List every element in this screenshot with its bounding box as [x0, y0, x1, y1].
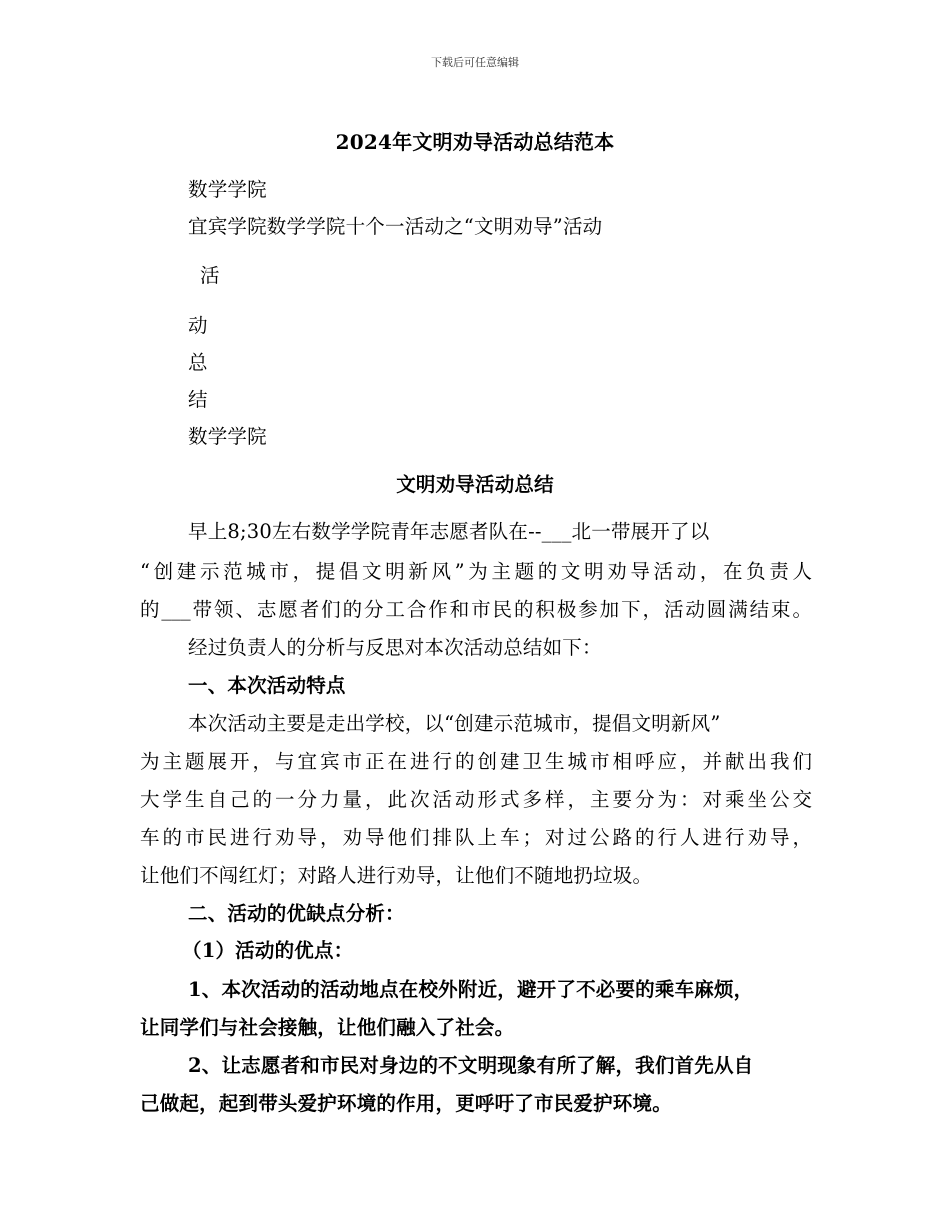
section2-heading: 二、活动的优缺点分析：	[188, 902, 405, 925]
cover-vertical-char: 总	[188, 351, 208, 374]
section2-point1-line: 1、本次活动的活动地点在校外附近，避开了不必要的乘车麻烦，	[188, 978, 754, 1001]
section1-line: 为主题展开，与宜宾市正在进行的创建卫生城市相呼应，并献出我们	[140, 750, 812, 773]
section1-heading: 一、本次活动特点	[188, 674, 346, 697]
section1-line: 车的市民进行劝导，劝导他们排队上车；对过公路的行人进行劝导，	[140, 826, 812, 849]
document-title: 2024年文明劝导活动总结范本	[335, 130, 615, 154]
header-note: 下载后可任意编辑	[431, 56, 519, 69]
analysis-intro: 经过负责人的分析与反思对本次活动总结如下：	[188, 636, 602, 659]
intro-line: 早上8;30左右数学学院青年志愿者队在--___北一带展开了以	[188, 520, 710, 543]
cover-vertical-char: 结	[188, 388, 208, 411]
cover-activity-name: 宜宾学院数学学院十个一活动之“文明劝导”活动	[188, 215, 603, 238]
section1-line: 让他们不闯红灯；对路人进行劝导，让他们不随地扔垃圾。	[140, 864, 653, 887]
section1-line: 大学生自己的一分力量，此次活动形式多样，主要分为：对乘坐公交	[140, 788, 812, 811]
section1-line: 本次活动主要是走出学校，以“创建示范城市，提倡文明新风”	[188, 712, 721, 735]
section2-point2-line: 2、让志愿者和市民对身边的不文明现象有所了解，我们首先从自	[188, 1054, 754, 1077]
intro-line: 的___带领、志愿者们的分工合作和市民的积极参加下，活动圆满结束。	[140, 598, 812, 621]
cover-vertical-char: 动	[188, 314, 208, 337]
section-subtitle: 文明劝导活动总结	[396, 473, 554, 496]
section2-point2-line: 己做起，起到带头爱护环境的作用，更呼吁了市民爱护环境。	[140, 1092, 672, 1115]
cover-vertical-char: 活	[200, 264, 220, 287]
section2-point1-line: 让同学们与社会接触，让他们融入了社会。	[140, 1016, 515, 1039]
section2-subheading: （1）活动的优点：	[182, 939, 354, 962]
cover-department-bottom: 数学学院	[188, 425, 267, 448]
intro-line: “创建示范城市，提倡文明新风”为主题的文明劝导活动，在负责人	[140, 560, 812, 583]
cover-department: 数学学院	[188, 178, 267, 201]
